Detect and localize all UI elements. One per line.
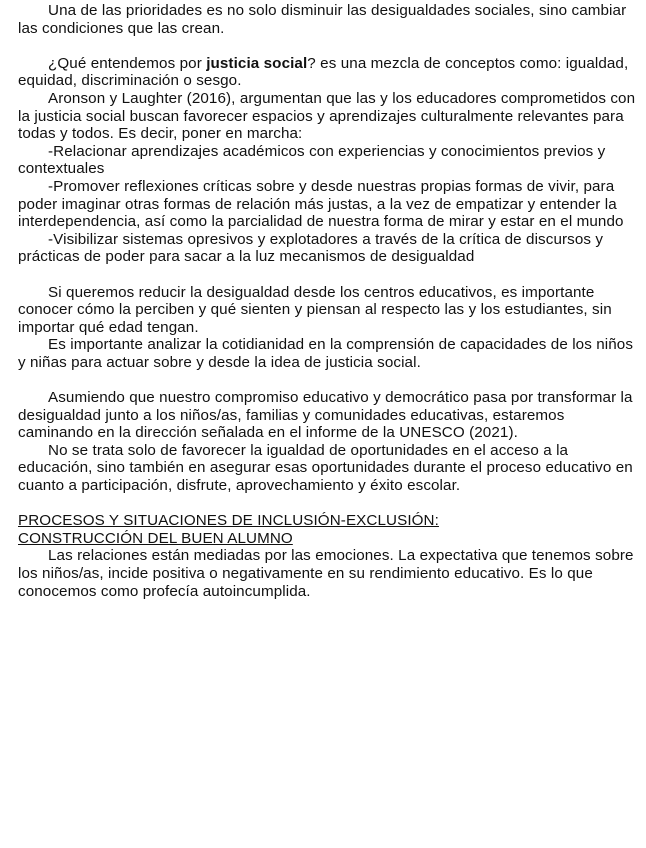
- paragraph-analyze-daily-life: Es importante analizar la cotidianidad en la comprensión de capacidades de los niños y niñas para actuar sobre y desde la idea de justicia social.: [18, 336, 634, 371]
- paragraph-text: ? es una mezcla de conceptos como: igualdad, equidad, discriminación o sesgo.: [18, 54, 629, 90]
- paragraph-text: ¿Qué entendemos por: [48, 54, 207, 72]
- paragraph-emotions-expectations: Las relaciones están mediadas por las emociones. La expectativa que tenemos sobre los niños/as, incide positiva o negativamente en su rendimiento educativo. Es lo que conocemos como profecía autoincumplida.: [18, 547, 634, 600]
- paragraph-gap: [18, 37, 636, 55]
- paragraph-gap: [18, 266, 636, 284]
- paragraph-gap: [18, 495, 636, 513]
- bold-term-justicia-social: justicia social: [206, 54, 308, 72]
- paragraph-bullet-visibilize: -Visibilizar sistemas opresivos y explotadores a través de la crítica de discursos y prácticas de poder para sacar a la luz mecanismos de desigualdad: [18, 230, 604, 266]
- paragraph-bullet-promote: -Promover reflexiones críticas sobre y desde nuestras propias formas de vivir, para poder imaginar otras formas de relación más justas, a la vez de empatizar y entender la interdependencia, así como la parcialidad de nuestra forma de mirar y estar en el mundo: [18, 177, 624, 231]
- paragraph-bullet-relate: -Relacionar aprendizajes académicos con experiencias y conocimientos previos y contextuales: [18, 142, 606, 178]
- paragraph-reduce-inequality: Si queremos reducir la desigualdad desde los centros educativos, es importante conocer cómo la perciben y qué sienten y piensan al respecto las y los estudiantes, sin importar qué edad tengan.: [18, 283, 612, 336]
- paragraph-social-justice-definition: [18, 55, 636, 90]
- paragraph-commitment: Asumiendo que nuestro compromiso educativo y democrático pasa por transformar la desigualdad junto a los niños/as, familias y comunidades educativas, estaremos caminando en la dirección señalada en el informe de la UNESCO (2021).: [18, 389, 633, 442]
- paragraph-aronson-laughter: Aronson y Laughter (2016), argumentan que las y los educadores comprometidos con la justicia social buscan favorecer espacios y aprendizajes culturalmente relevantes para todas y todos. Es decir, poner en marcha:: [18, 89, 636, 143]
- paragraph-priorities: Una de las prioridades es no solo disminuir las desigualdades sociales, sino cambiar las condiciones que las crean.: [18, 2, 627, 37]
- section-heading-line1: PROCESOS Y SITUACIONES DE INCLUSIÓN-EXCLUSIÓN:: [18, 512, 439, 530]
- paragraph-gap: [18, 371, 636, 389]
- paragraph-equal-opportunities: No se trata solo de favorecer la igualdad de oportunidades en el acceso a la educación, sino también en asegurar esas oportunidades durante el proceso educativo en cuanto a participación, disfrute, aprovechamiento y éxito escolar.: [18, 441, 633, 495]
- section-heading-line2: CONSTRUCCIÓN DEL BUEN ALUMNO: [18, 529, 293, 547]
